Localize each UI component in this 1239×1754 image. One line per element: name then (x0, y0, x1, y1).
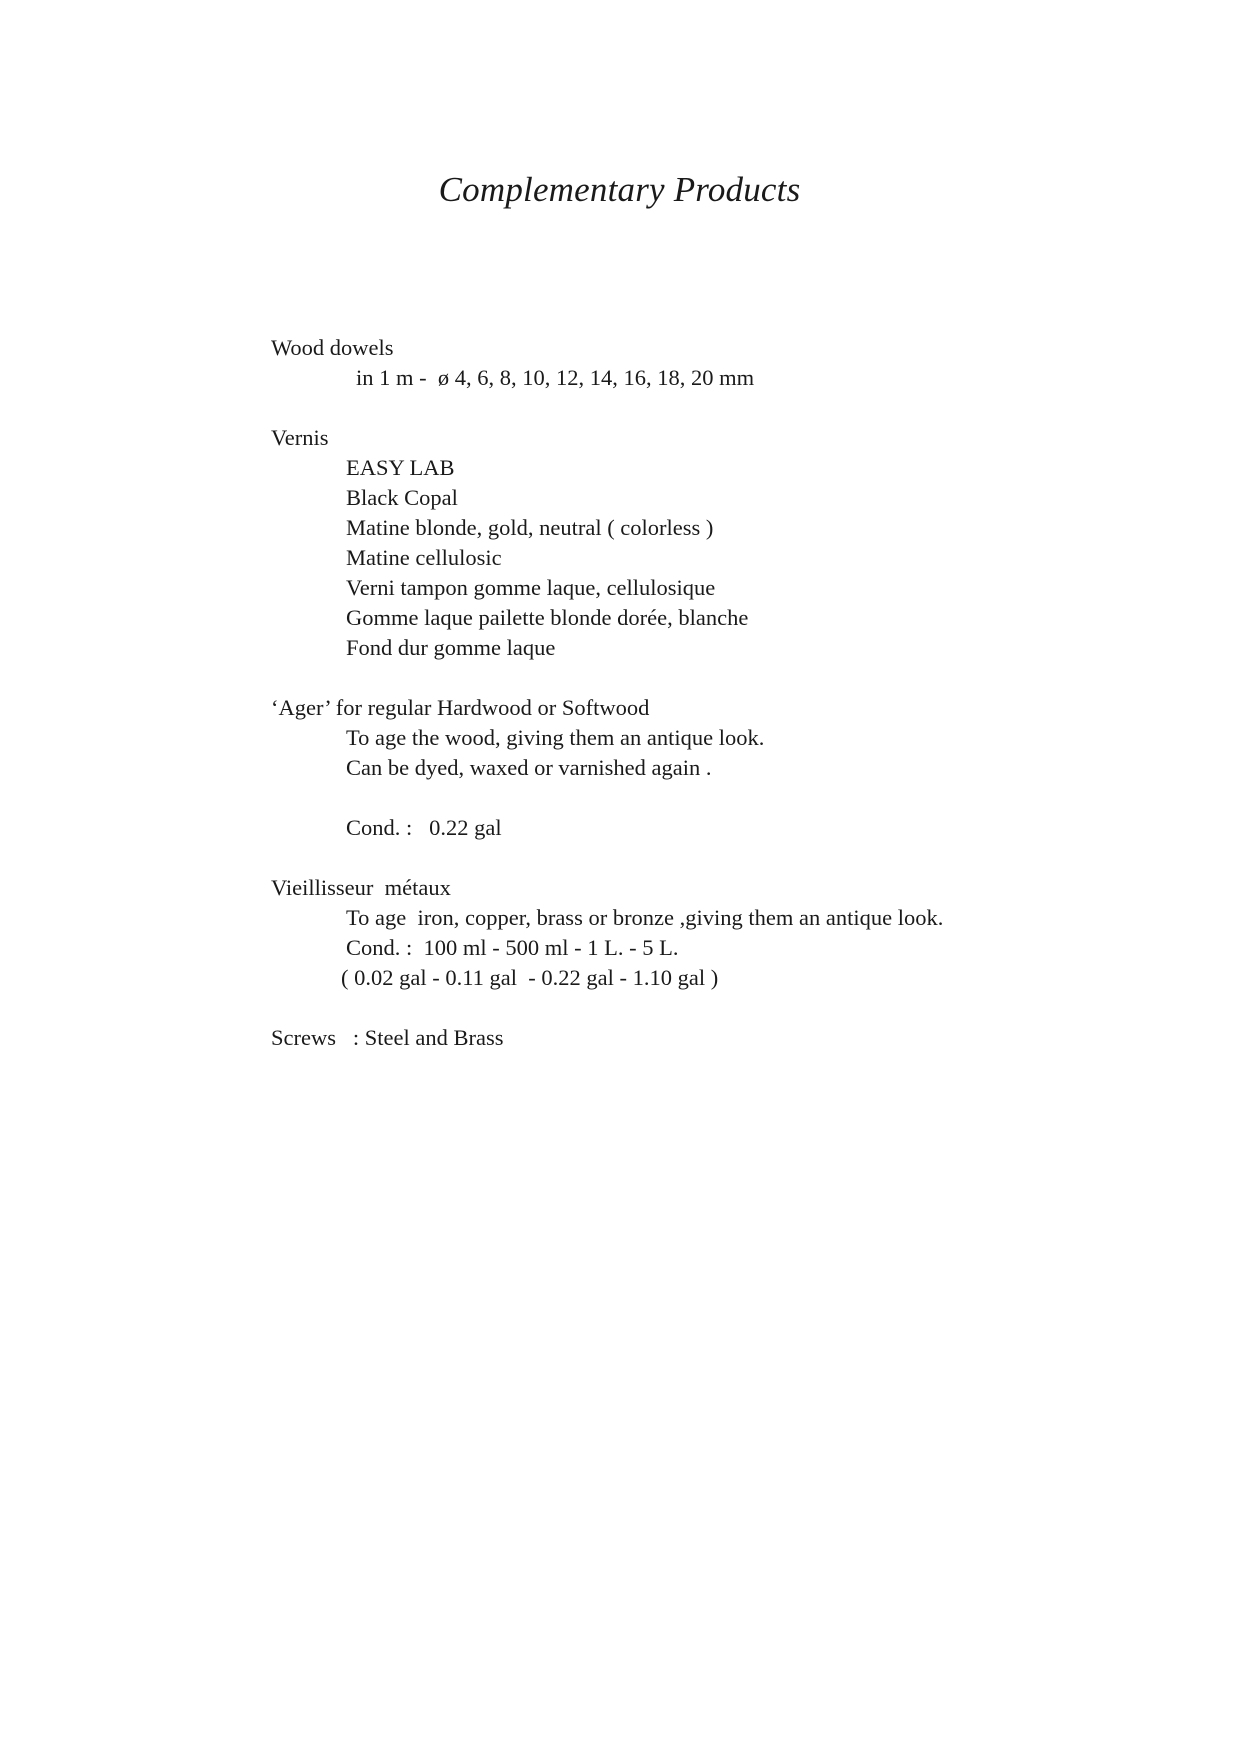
vernis-item: Matine cellulosic (346, 545, 502, 570)
vernis-item: Fond dur gomme laque (346, 635, 556, 660)
page-title: Complementary Products (438, 170, 801, 209)
product-list (271, 333, 943, 1053)
ager-description: To age the wood, giving them an antique look. (346, 725, 765, 750)
screws-heading: Screws : Steel and Brass (271, 1025, 504, 1050)
vernis-item: Gomme laque pailette blonde dorée, blanche (346, 605, 749, 630)
dowels-heading: Wood dowels (271, 335, 394, 360)
spacer (271, 993, 943, 1023)
ager-conditioning: Cond. : 0.22 gal (346, 815, 502, 840)
dowels-detail: in 1 m - ø 4, 6, 8, 10, 12, 14, 16, 18, 20 mm (356, 365, 755, 390)
spacer (271, 783, 943, 813)
spacer (271, 393, 943, 423)
vieillisseur-description: To age iron, copper, brass or bronze ,giving them an antique look. (346, 905, 944, 930)
spacer (271, 843, 943, 873)
vieillisseur-conditioning-gal: ( 0.02 gal - 0.11 gal - 0.22 gal - 1.10 gal ) (341, 965, 719, 990)
vernis-item: Matine blonde, gold, neutral ( colorless ) (346, 515, 714, 540)
vieillisseur-heading: Vieillisseur métaux (271, 875, 451, 900)
vernis-item: EASY LAB (346, 455, 455, 480)
ager-heading: ‘Ager’ for regular Hardwood or Softwood (271, 695, 650, 720)
ager-description: Can be dyed, waxed or varnished again . (346, 755, 712, 780)
vieillisseur-conditioning: Cond. : 100 ml - 500 ml - 1 L. - 5 L. (346, 935, 679, 960)
vernis-heading: Vernis (271, 425, 329, 450)
vernis-item: Black Copal (346, 485, 458, 510)
vernis-item: Verni tampon gomme laque, cellulosique (346, 575, 716, 600)
spacer (271, 663, 943, 693)
